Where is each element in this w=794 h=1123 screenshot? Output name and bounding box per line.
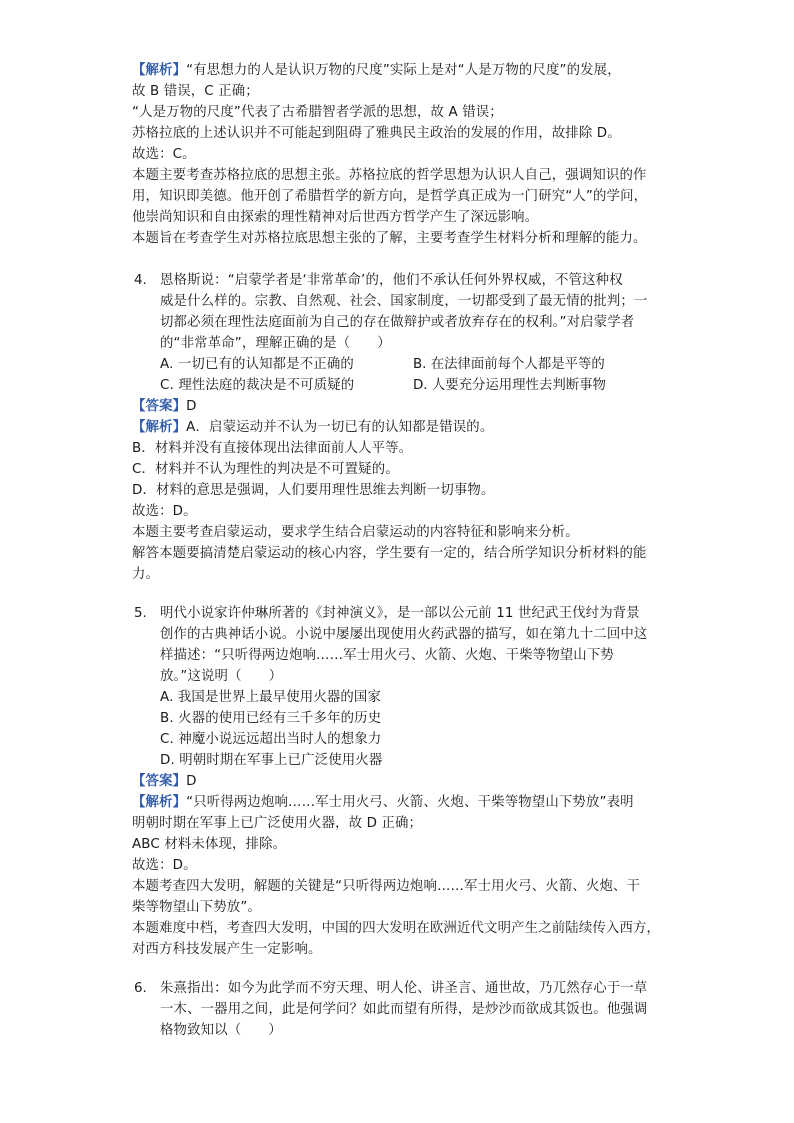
analysis-label: 【解析】 xyxy=(132,420,187,435)
option-a: A. 我国是世界上最早使用火器的国家 xyxy=(160,690,381,705)
analysis-line: 苏格拉底的上述认识并不可能起到阻碍了雅典民主政治的发展的作用，故排除 D。 xyxy=(132,126,621,141)
analysis-line: 【解析】“只听得两边炮响……军士用火弓、火箭、火炮、干柴等物望山下势放”表明 xyxy=(132,795,634,810)
analysis-line: 【解析】“有思想力的人是认识万物的尺度”实际上是对“人是万物的尺度”的发展， xyxy=(132,63,621,78)
question-stem: 的“非常革命”，理解正确的是（ ） xyxy=(160,336,391,351)
analysis-line: “人是万物的尺度”代表了古希腊智者学派的思想，故 A 错误； xyxy=(132,105,503,120)
question-stem: 放。”这说明（ ） xyxy=(160,669,283,684)
analysis-line: 本题旨在考查学生对苏格拉底思想主张的了解，主要考查学生材料分析和理解的能力。 xyxy=(132,231,647,246)
answer-label: 【答案】 xyxy=(132,774,187,789)
analysis-line: 【解析】A．启蒙运动并不认为一切已有的认知都是错误的。 xyxy=(132,420,494,435)
question-stem: 切都必须在理性法庭面前为自己的存在做辩护或者放弃存在的权利。”对启蒙学者 xyxy=(160,315,635,330)
analysis-line: ABC 材料未体现，排除。 xyxy=(132,837,287,852)
option-c: C. 神魔小说远远超出当时人的想象力 xyxy=(160,732,382,747)
analysis-line: 本题主要考查启蒙运动，要求学生结合启蒙运动的内容特征和影响来分析。 xyxy=(132,525,579,540)
question-stem: 明代小说家许仲琳所著的《封神演义》，是一部以公元前 11 世纪武王伐纣为背景 xyxy=(160,606,640,621)
analysis-line: 故 B 错误，C 正确； xyxy=(132,84,259,99)
option-d: D. 人要充分运用理性去判断事物 xyxy=(413,378,606,393)
analysis-line: 柴等物望山下势放”。 xyxy=(132,900,261,915)
analysis-line: 明朝时期在军事上已广泛使用火器，故 D 正确； xyxy=(132,816,423,831)
question-stem: 恩格斯说：“启蒙学者是‘非常革命’的，他们不承认任何外界权威，不管这种权 xyxy=(160,273,623,288)
analysis-line: 本题主要考查苏格拉底的思想主张。苏格拉底的哲学思想为认识人自己，强调知识的作 xyxy=(132,168,647,183)
analysis-label: 【解析】 xyxy=(132,63,187,78)
analysis-line: 故选：C。 xyxy=(132,147,196,162)
question-number: 4. xyxy=(134,273,147,288)
option-b: B. 火器的使用已经有三千多年的历史 xyxy=(160,711,382,726)
analysis-line: 解答本题要搞清楚启蒙运动的核心内容，学生要有一定的，结合所学知识分析材料的能 xyxy=(132,546,647,561)
question-number: 6. xyxy=(134,981,147,996)
analysis-line: 他崇尚知识和自由探索的理性精神对后世西方哲学产生了深远影响。 xyxy=(132,210,539,225)
option-a: A. 一切已有的认知都是不正确的 xyxy=(160,357,354,372)
answer-line: 【答案】D xyxy=(132,774,197,789)
option-d: D. 明朝时期在军事上已广泛使用火器 xyxy=(160,753,383,768)
analysis-line: D．材料的意思是强调，人们要用理性思维去判断一切事物。 xyxy=(132,483,495,498)
question-stem: 朱熹指出：如今为此学而不穷天理、明人伦、讲圣言、通世故，乃兀然存心于一草 xyxy=(160,981,648,996)
analysis-line: C．材料并不认为理性的判决是不可置疑的。 xyxy=(132,462,399,477)
analysis-label: 【解析】 xyxy=(132,795,187,810)
question-stem: 威是什么样的。宗教、自然观、社会、国家制度，一切都受到了最无情的批判；一 xyxy=(160,294,648,309)
analysis-line: B．材料并没有直接体现出法律面前人人平等。 xyxy=(132,441,413,456)
analysis-line: 力。 xyxy=(132,567,160,582)
question-stem: 创作的古典神话小说。小说中屡屡出现使用火药武器的描写，如在第九十二回中这 xyxy=(160,627,648,642)
question-stem: 格物致知以（ ） xyxy=(160,1023,282,1038)
analysis-line: 故选：D。 xyxy=(132,504,197,519)
option-b: B. 在法律面前每个人都是平等的 xyxy=(413,357,605,372)
analysis-line: 对西方科技发展产生一定影响。 xyxy=(132,942,322,957)
analysis-line: 本题考查四大发明，解题的关键是“只听得两边炮响……军士用火弓、火箭、火炮、干 xyxy=(132,879,641,894)
analysis-line: 用，知识即美德。他开创了希腊哲学的新方向，是哲学真正成为一门研究“人”的学问， xyxy=(132,189,648,204)
question-stem: 一木、一器用之间，此是何学问？如此而望有所得，是炒沙而欲成其饭也。他强调 xyxy=(160,1002,648,1017)
analysis-line: 本题难度中档，考查四大发明，中国的四大发明在欧洲近代文明产生之前陆续传入西方， xyxy=(132,921,661,936)
answer-label: 【答案】 xyxy=(132,399,187,414)
option-c: C. 理性法庭的裁决是不可质疑的 xyxy=(160,378,355,393)
question-stem: 样描述：“只听得两边炮响……军士用火弓、火箭、火炮、干柴等物望山下势 xyxy=(160,648,614,663)
answer-line: 【答案】D xyxy=(132,399,197,414)
analysis-line: 故选：D。 xyxy=(132,858,197,873)
question-number: 5. xyxy=(134,606,147,621)
